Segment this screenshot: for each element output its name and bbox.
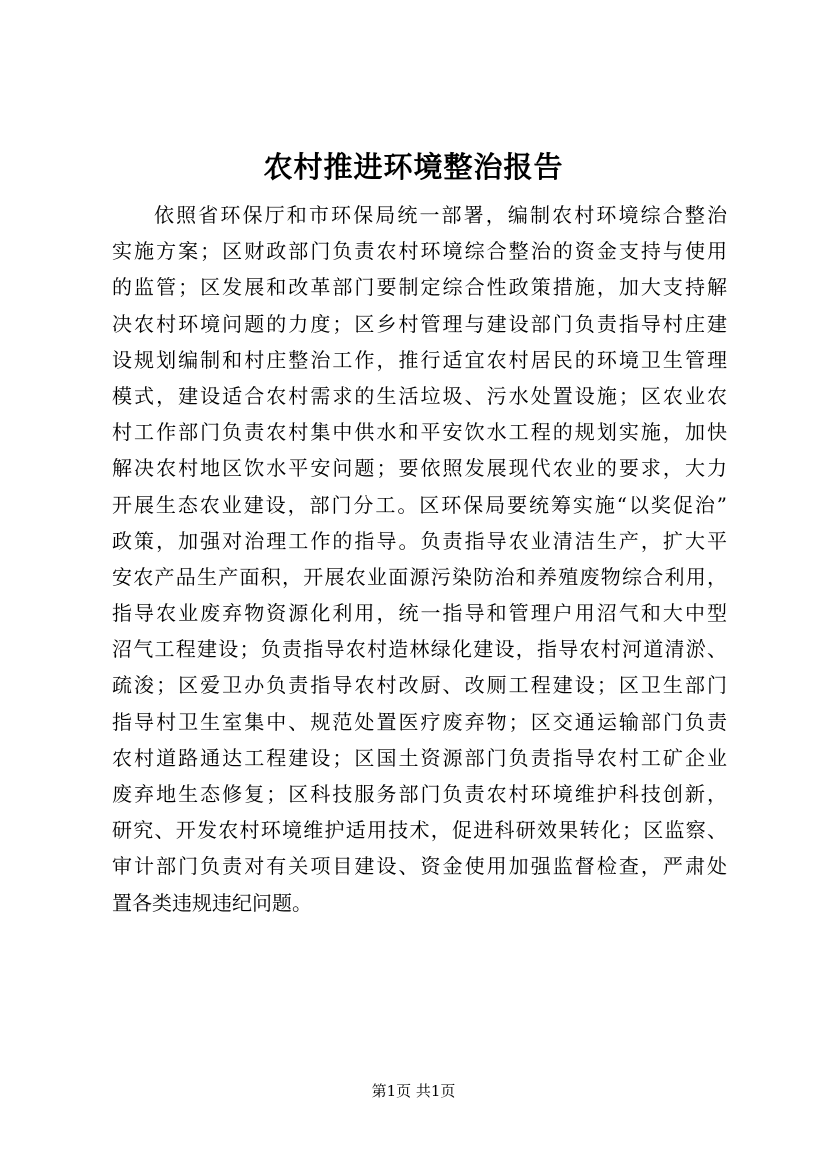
paragraph-line: 安农产品生产面积，开展农业面源污染防治和养殖废物综合利用，: [112, 564, 727, 589]
paragraph-line: 的监管；区发展和改革部门要制定综合性政策措施，加大支持解: [112, 275, 727, 300]
paragraph-line: 指导村卫生室集中、规范处置医疗废弃物；区交通运输部门负责: [112, 709, 727, 734]
paragraph-line: 指导农业废弃物资源化利用，统一指导和管理户用沼气和大中型: [112, 601, 727, 626]
paragraph-line: 政策，加强对治理工作的指导。负责指导农业清洁生产，扩大平: [112, 528, 727, 553]
paragraph-line: 置各类违规违纪问题。: [112, 890, 312, 915]
document-title: 农村推进环境整治报告: [263, 150, 564, 184]
paragraph-line: 开展生态农业建设，部门分工。区环保局要统筹实施“以奖促治”: [112, 492, 727, 517]
paragraph-line: 村工作部门负责农村集中供水和平安饮水工程的规划实施，加快: [112, 420, 727, 445]
paragraph-line: 解决农村地区饮水平安问题；要依照发展现代农业的要求，大力: [112, 456, 727, 481]
paragraph-line: 设规划编制和村庄整治工作，推行适宜农村居民的环境卫生管理: [112, 347, 727, 372]
paragraph-line: 研究、开发农村环境维护适用技术，促进科研效果转化；区监察、: [112, 818, 727, 843]
paragraph-line: 审计部门负责对有关项目建设、资金使用加强监督检查，严肃处: [112, 854, 727, 879]
paragraph-line: 模式，建设适合农村需求的生活垃圾、污水处置设施；区农业农: [112, 383, 727, 408]
body-paragraph: [112, 197, 727, 921]
paragraph-line: 决农村环境问题的力度；区乡村管理与建设部门负责指导村庄建: [112, 311, 727, 336]
paragraph-line: 疏浚；区爱卫办负责指导农村改厨、改厕工程建设；区卫生部门: [112, 673, 727, 698]
paragraph-line: 废弃地生态修复；区科技服务部门负责农村环境维护科技创新，: [112, 782, 727, 806]
page-number: 第1页 共1页: [371, 1082, 456, 1100]
paragraph-line: 依照省环保厅和市环保局统一部署，编制农村环境综合整治: [154, 203, 727, 227]
paragraph-line: 实施方案；区财政部门负责农村环境综合整治的资金支持与使用: [112, 239, 727, 264]
paragraph-line: 沼气工程建设；负责指导农村造林绿化建设，指导农村河道清淤、: [112, 637, 727, 662]
paragraph-line: 农村道路通达工程建设；区国土资源部门负责指导农村工矿企业: [112, 745, 727, 770]
